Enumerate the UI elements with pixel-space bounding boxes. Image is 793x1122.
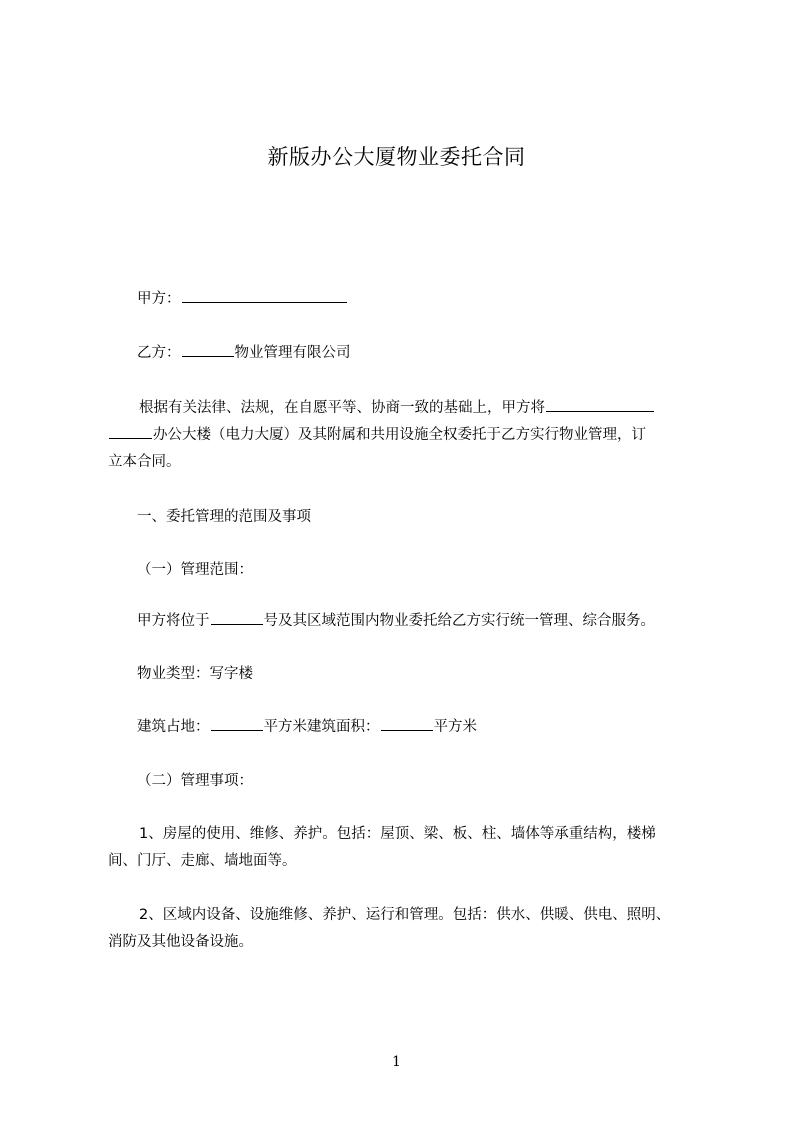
party-a-label: 甲方： bbox=[137, 291, 181, 307]
land-unit: 平方米建筑面积： bbox=[263, 719, 380, 735]
item2-line-2: 消防及其他设备设施。 bbox=[108, 934, 253, 950]
land-blank bbox=[211, 715, 263, 731]
scope-blank bbox=[211, 609, 263, 625]
party-b-suffix: 物业管理有限公司 bbox=[234, 345, 351, 361]
item1-line-2: 间、门厅、走廊、墙地面等。 bbox=[108, 853, 297, 869]
sub1-heading: （一）管理范围： bbox=[137, 562, 253, 578]
preamble-blank-2 bbox=[109, 423, 152, 439]
item2-line-1: 2、区域内设备、设施维修、养护、运行和管理。包括：供水、供暖、供电、照明、 bbox=[139, 907, 671, 923]
scope-line bbox=[108, 608, 737, 635]
scope-part1: 甲方将位于 bbox=[137, 613, 210, 629]
land-label: 建筑占地： bbox=[137, 719, 210, 735]
item1-line-1: 1、房屋的使用、维修、养护。包括：屋顶、梁、板、柱、墙体等承重结构，楼梯 bbox=[139, 826, 656, 842]
section1-heading: 一、委托管理的范围及事项 bbox=[137, 509, 311, 525]
document-title: 新版办公大厦物业委托合同 bbox=[267, 145, 526, 169]
area-blank bbox=[381, 715, 433, 731]
preamble-line-2 bbox=[108, 422, 708, 449]
preamble-line-3: 立本合同。 bbox=[108, 454, 181, 470]
preamble-blank-1 bbox=[546, 396, 654, 412]
party-b-blank bbox=[182, 341, 234, 357]
preamble-part2: 办公大楼（电力大厦）及其附属和共用设施全权委托于乙方实行物业管理，订 bbox=[153, 427, 646, 443]
party-a-line bbox=[108, 286, 737, 313]
party-b-line bbox=[108, 340, 737, 367]
page-number: 1 bbox=[392, 1054, 401, 1070]
scope-part2: 号及其区域范围内物业委托给乙方实行统一管理、综合服务。 bbox=[263, 613, 655, 629]
preamble-part1: 根据有关法律、法规，在自愿平等、协商一致的基础上，甲方将 bbox=[139, 400, 545, 416]
sub2-heading: （二）管理事项： bbox=[137, 773, 253, 789]
area-line bbox=[108, 714, 737, 741]
property-type-line: 物业类型：写字楼 bbox=[137, 666, 253, 682]
area-unit: 平方米 bbox=[433, 719, 477, 735]
party-b-label: 乙方： bbox=[137, 345, 181, 361]
preamble-line-1 bbox=[108, 395, 739, 422]
party-a-blank bbox=[182, 287, 347, 303]
